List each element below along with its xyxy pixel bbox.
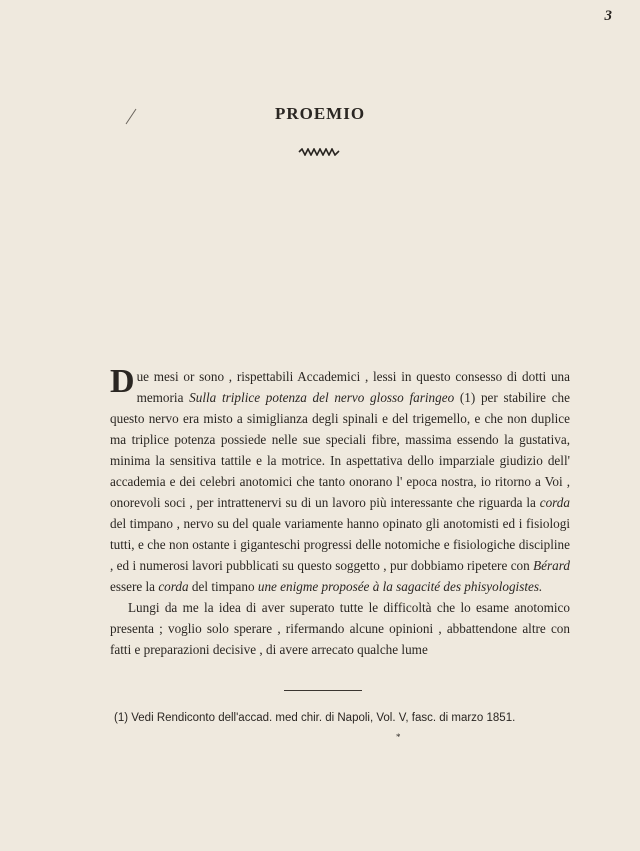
- term-corda-2: corda: [158, 579, 189, 594]
- paragraph-1-rest: (1) per stabilire che questo nervo era misto a simiglianza degli spinali e del trigemello, e che non duplice ma triplice potenza possiede nelle sue speciali fibre, massima essendo la gustativa, minima la sensitiva tattile e la motrice. In aspettativa dello imparziale giudizio dell' accademia e dei celebri anotomici che tanto onorano l' epoca nostra, io ritorno a Voi , onorevoli soci , per intrattenervi su di un lavoro più interessante che riguarda la: [110, 390, 571, 510]
- paragraph-1-rest4: del timpano: [188, 579, 258, 594]
- memoir-title: Sulla triplice potenza del nervo glosso faringeo: [189, 390, 455, 405]
- paragraph-2: Lungi da me la idea di aver superato tutte le difficoltà che lo esame anotomico presenta ; voglio solo sperare , rifermando alcune opinioni , abbattendone altre con fatti e preparazioni decisive , di avere arrecato qualche lume: [110, 600, 570, 657]
- drop-cap: D: [110, 363, 135, 400]
- paragraph-1: [110, 363, 571, 597]
- term-corda: corda: [539, 495, 570, 510]
- paragraph-1-rest3: essere la: [110, 579, 159, 594]
- paragraph-1-rest2: del timpano , nervo su del quale variamente hanno opinato gli anotomisti ed i fisiologi tutti, e che non ostante i giganteschi progressi delle notomiche e fisiologiche discipline , ed i numerosi lavori pubblicati su questo soggetto , pur dobbiamo ripetere con: [110, 516, 570, 573]
- footnote: (1) Vedi Rendiconto dell'accad. med chir. di Napoli, Vol. V, fasc. di marzo 1851.: [114, 712, 516, 724]
- footnote-divider: [284, 690, 362, 691]
- french-quote: une enigme proposée à la sagacité des phisyologistes.: [257, 579, 543, 594]
- body-text: [110, 363, 571, 660]
- paragraph-1-lead: ue mesi or sono , rispettabili Accademici , lessi in questo consesso di dotti una memoria: [136, 369, 570, 405]
- footnote-star: *: [396, 732, 401, 742]
- author-berard: Bérard: [533, 558, 570, 573]
- chapter-title: PROEMIO: [274, 104, 366, 123]
- decorative-ornament: [298, 148, 340, 156]
- page-number: 3: [604, 8, 612, 24]
